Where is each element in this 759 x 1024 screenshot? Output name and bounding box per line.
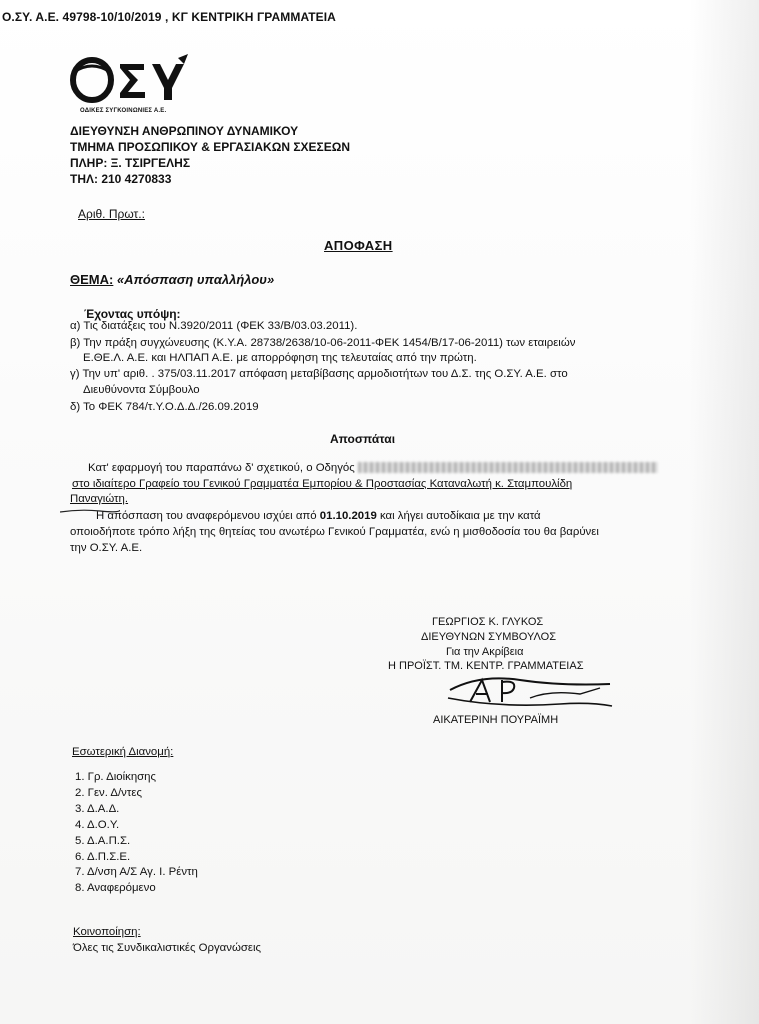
decision-paragraph-line-4 [96,510,541,522]
distribution-item: 5. Δ.Α.Π.Σ. [75,835,131,847]
considering-item-b: β) Την πράξη συγχώνευσης (Κ.Υ.Α. 28738/2638/10-06-2011-ΦΕΚ 1454/Β/17-06-2011) των εταιρειών [70,337,576,349]
signatory-role: ΔΙΕΥΘΥΝΩΝ ΣΥΜΒΟΥΛΟΣ [421,631,556,643]
distribution-item: 6. Δ.Π.Σ.Ε. [75,851,131,863]
validity-text-end: και λήγει αυτοδίκαια με την κατά [376,510,541,522]
decision-paragraph-line-6: την Ο.ΣΥ. Α.Ε. [70,542,143,554]
distribution-heading: Εσωτερική Διανομή: [72,746,174,758]
decision-paragraph-line-3: Παναγιώτη. [70,493,129,505]
distribution-item: 7. Δ/νση Α/Σ Αγ. Ι. Ρέντη [75,866,198,878]
sender-line-1: ΔΙΕΥΘΥΝΣΗ ΑΝΘΡΩΠΙΝΟΥ ΔΥΝΑΜΙΚΟΥ [70,124,299,138]
decision-paragraph-line-2: στο ιδιαίτερο Γραφείο του Γενικού Γραμματέα Εμπορίου & Προστασίας Καταναλωτή κ. Σταμπουλίδη [72,478,573,490]
distribution-item: 8. Αναφερόμενο [75,882,156,894]
logo-subtitle: ΟΔΙΚΕΣ ΣΥΓΚΟΙΝΩΝΙΕΣ Α.Ε. [80,108,167,114]
sender-line-3: ΠΛΗΡ: Ξ. ΤΣΙΡΓΕΛΗΣ [70,156,191,170]
handwritten-signature [440,668,620,716]
scan-shadow [689,0,759,1024]
distribution-item: 1. Γρ. Διοίκησης [75,771,157,783]
decision-paragraph-line-1 [88,462,658,474]
considering-item-c-cont: Διευθύνοντα Σύμβουλο [83,384,200,396]
considering-item-d: δ) Το ΦΕΚ 784/τ.Υ.Ο.Δ.Δ./26.09.2019 [70,401,259,413]
sender-line-2: ΤΜΗΜΑ ΠΡΟΣΩΠΙΚΟΥ & ΕΡΓΑΣΙΑΚΩΝ ΣΧΕΣΕΩΝ [70,140,351,154]
subject-label: ΘΕΜΑ: [70,272,114,287]
notification-heading: Κοινοποίηση: [73,926,141,938]
protocol-number-label: Αριθ. Πρωτ.: [78,207,145,221]
certifier-name: ΑΙΚΑΤΕΡΙΝΗ ΠΟΥΡΑΪΜΗ [433,714,559,726]
signatory-name: ΓΕΩΡΓΙΟΣ Κ. ΓΛΥΚΟΣ [432,616,544,628]
considering-item-a: α) Τις διατάξεις του Ν.3920/2011 (ΦΕΚ 33/Β/03.03.2011). [70,320,358,332]
considering-item-c: γ) Την υπ' αριθ. . 375/03.11.2017 απόφαση μεταβίβασης αρμοδιοτήτων του Δ.Σ. της Ο.ΣΥ. Α.Ε. στο [70,368,568,380]
notification-text: Όλες τις Συνδικαλιστικές Οργανώσεις [73,942,261,954]
header-reference: Ο.ΣΥ. Α.Ε. 49798-10/10/2019 , ΚΓ ΚΕΝΤΡΙΚΗ ΓΡΑΜΜΑΤΕΙΑ [2,10,336,24]
decision-text-1: Κατ' εφαρμογή του παραπάνω δ' σχετικού, ο Οδηγός [88,462,355,474]
sender-line-4: ΤΗΛ: 210 4270833 [70,172,172,186]
validity-date: 01.10.2019 [319,510,377,522]
certifier-office: Η ΠΡΟΪΣΤ. ΤΜ. ΚΕΝΤΡ. ΓΡΑΜΜΑΤΕΙΑΣ [388,660,584,672]
decision-heading: Αποσπάται [330,432,396,446]
redacted-name [358,462,658,473]
considering-heading: Έχοντας υπόψη: [84,307,181,321]
document-title: ΑΠΟΦΑΣΗ [324,238,393,253]
distribution-item: 3. Δ.Α.Δ. [75,803,120,815]
subject-text: «Απόσπαση υπαλλήλου» [113,272,275,287]
subject-line [70,272,274,287]
distribution-item: 4. Δ.Ο.Υ. [75,819,120,831]
decision-paragraph-line-5: οποιοδήποτε τρόπο λήξη της θητείας του ανωτέρω Γενικού Γραμματέα, ενώ η μισθοδοσία του θα βαρύνει [70,526,599,538]
validity-text: Η απόσπαση του αναφερόμενου ισχύει από [96,510,320,522]
certified-copy-label: Για την Ακρίβεια [446,646,524,658]
considering-item-b-cont: Ε.ΘΕ.Λ. Α.Ε. και ΗΛΠΑΠ Α.Ε. με απορρόφηση της τελευταίας από την πρώτη. [83,352,477,364]
distribution-item: 2. Γεν. Δ/ντες [75,787,142,799]
